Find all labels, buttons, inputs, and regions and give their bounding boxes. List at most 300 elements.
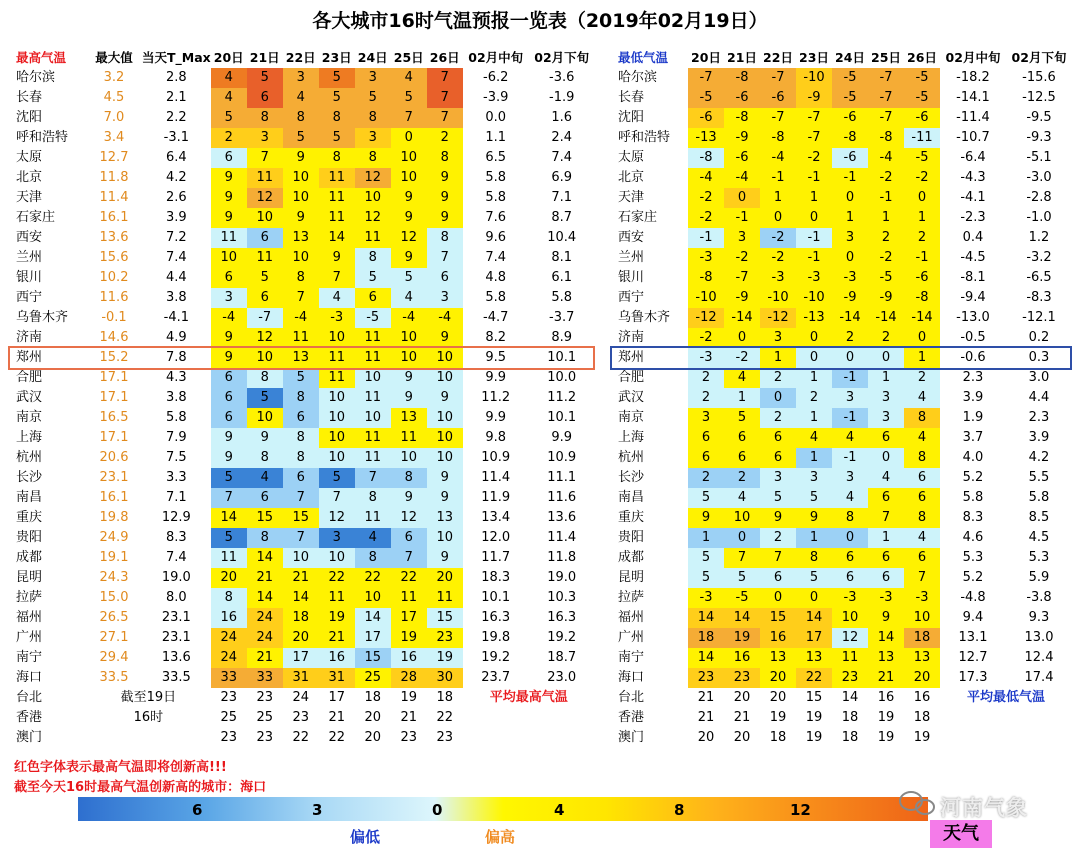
forecast-cell: 3 bbox=[319, 528, 355, 548]
mid-feb-avg: 9.6 bbox=[485, 230, 507, 245]
forecast-cell: 5 bbox=[391, 88, 427, 108]
city-name: 海口 bbox=[618, 670, 645, 685]
forecast-cell: -3 bbox=[868, 588, 904, 608]
forecast-cell: 12 bbox=[247, 188, 283, 208]
forecast-cell: 2 bbox=[211, 128, 247, 148]
forecast-cell: 6 bbox=[211, 148, 247, 168]
city-name: 北京 bbox=[16, 170, 43, 185]
forecast-cell: -7 bbox=[868, 108, 904, 128]
forecast-cell: 3 bbox=[760, 328, 796, 348]
forecast-cell: 10 bbox=[247, 408, 283, 428]
city-name: 拉萨 bbox=[618, 590, 645, 605]
forecast-cell: 28 bbox=[391, 668, 427, 688]
forecast-cell: -6 bbox=[724, 148, 760, 168]
mid-feb-avg: 17.3 bbox=[958, 670, 988, 685]
forecast-cell: 11 bbox=[247, 168, 283, 188]
forecast-cell: 11 bbox=[355, 508, 391, 528]
forecast-cell: 5 bbox=[247, 388, 283, 408]
forecast-cell: 11 bbox=[283, 328, 319, 348]
forecast-cell: -10 bbox=[688, 288, 724, 308]
forecast-cell: 22 bbox=[391, 568, 427, 588]
forecast-cell: 1 bbox=[688, 528, 724, 548]
forecast-cell: -1 bbox=[832, 408, 868, 428]
forecast-cell: 8 bbox=[355, 148, 391, 168]
min-header-cell: 20日 bbox=[691, 50, 721, 65]
forecast-cell: 19 bbox=[427, 648, 463, 668]
forecast-cell: 0 bbox=[760, 388, 796, 408]
city-name: 长沙 bbox=[16, 470, 43, 485]
today-max: 5.8 bbox=[166, 410, 187, 425]
forecast-cell: 8 bbox=[904, 408, 940, 428]
mid-feb-avg: 23.7 bbox=[481, 670, 511, 685]
late-feb-avg: 5.5 bbox=[1028, 470, 1050, 485]
forecast-cell: 7 bbox=[283, 488, 319, 508]
today-max: 23.1 bbox=[161, 630, 191, 645]
forecast-cell: 11 bbox=[319, 188, 355, 208]
forecast-cell: -8 bbox=[832, 128, 868, 148]
forecast-cell: 20 bbox=[364, 730, 381, 745]
forecast-cell: 23 bbox=[832, 668, 868, 688]
avg-min-label: 平均最低气温 bbox=[966, 690, 1045, 705]
max-header-cell: 25日 bbox=[393, 50, 424, 65]
city-name: 南宁 bbox=[618, 650, 645, 665]
historic-max: 17.1 bbox=[99, 430, 129, 445]
forecast-cell: 11 bbox=[211, 548, 247, 568]
city-name: 哈尔滨 bbox=[16, 70, 56, 85]
forecast-cell: 2 bbox=[724, 468, 760, 488]
max-row bbox=[14, 288, 595, 308]
forecast-cell: 8 bbox=[247, 368, 283, 388]
historic-max: 15.2 bbox=[99, 350, 129, 365]
late-feb-avg: 8.9 bbox=[551, 330, 573, 345]
mid-feb-avg: -0.5 bbox=[960, 330, 986, 345]
today-max: 2.6 bbox=[166, 190, 187, 205]
forecast-cell: 5 bbox=[688, 548, 724, 568]
forecast-cell: -14 bbox=[904, 308, 940, 328]
max-row bbox=[14, 608, 595, 628]
forecast-cell: -5 bbox=[868, 268, 904, 288]
late-feb-avg: -2.8 bbox=[1026, 190, 1052, 205]
city-name: 长春 bbox=[16, 90, 43, 105]
forecast-cell: 0 bbox=[796, 208, 832, 228]
forecast-cell: 12 bbox=[319, 508, 355, 528]
mid-feb-avg: 8.2 bbox=[485, 330, 507, 345]
mid-feb-avg: 11.7 bbox=[481, 550, 511, 565]
forecast-cell: 1 bbox=[724, 388, 760, 408]
forecast-cell: 6 bbox=[868, 488, 904, 508]
forecast-cell: 8 bbox=[319, 108, 355, 128]
forecast-cell: -1 bbox=[796, 248, 832, 268]
forecast-cell: 6 bbox=[247, 488, 283, 508]
city-name: 昆明 bbox=[618, 570, 645, 585]
forecast-cell: 10 bbox=[283, 188, 319, 208]
city-name: 沈阳 bbox=[618, 110, 645, 125]
forecast-cell: 9 bbox=[283, 208, 319, 228]
forecast-cell: 8 bbox=[355, 548, 391, 568]
late-feb-avg: 5.3 bbox=[1028, 550, 1050, 565]
min-row bbox=[616, 408, 1072, 428]
min-row bbox=[616, 288, 1072, 308]
forecast-cell: 9 bbox=[211, 428, 247, 448]
forecast-cell: 10 bbox=[427, 528, 463, 548]
historic-max: 16.5 bbox=[99, 410, 129, 425]
forecast-cell: 10 bbox=[904, 608, 940, 628]
max-header-cell: 26日 bbox=[429, 50, 460, 65]
city-name: 香港 bbox=[16, 710, 43, 725]
forecast-cell: 18 bbox=[364, 690, 381, 705]
city-name: 南昌 bbox=[16, 490, 43, 505]
forecast-cell: 9 bbox=[427, 328, 463, 348]
forecast-cell: 20 bbox=[769, 690, 787, 705]
forecast-cell: 11 bbox=[355, 428, 391, 448]
max-row bbox=[14, 668, 595, 688]
forecast-cell: 11 bbox=[355, 388, 391, 408]
mid-feb-avg: -10.7 bbox=[956, 130, 990, 145]
forecast-cell: 22 bbox=[328, 730, 345, 745]
forecast-cell: 5 bbox=[688, 488, 724, 508]
forecast-cell: -1 bbox=[832, 368, 868, 388]
city-name: 成都 bbox=[618, 550, 645, 565]
forecast-cell: 4 bbox=[904, 528, 940, 548]
forecast-cell: 6 bbox=[832, 568, 868, 588]
city-name: 郑州 bbox=[16, 350, 43, 365]
today-max: 7.9 bbox=[166, 430, 187, 445]
forecast-cell: 8 bbox=[283, 388, 319, 408]
city-name: 拉萨 bbox=[16, 590, 43, 605]
forecast-cell: 10 bbox=[319, 448, 355, 468]
forecast-cell: 21 bbox=[283, 568, 319, 588]
forecast-cell: 17 bbox=[283, 648, 319, 668]
forecast-cell: 8 bbox=[391, 468, 427, 488]
forecast-cell: 10 bbox=[391, 448, 427, 468]
mid-feb-avg: 13.4 bbox=[481, 510, 511, 525]
forecast-cell: 31 bbox=[319, 668, 355, 688]
forecast-cell: 14 bbox=[355, 608, 391, 628]
forecast-cell: 6 bbox=[760, 448, 796, 468]
forecast-cell: 2 bbox=[688, 368, 724, 388]
mid-feb-avg: -3.9 bbox=[483, 90, 509, 105]
historic-max: 12.7 bbox=[99, 150, 129, 165]
forecast-cell: 31 bbox=[283, 668, 319, 688]
max-extra-row bbox=[14, 708, 595, 728]
late-feb-avg: -12.5 bbox=[1022, 90, 1056, 105]
min-header-cell: 22日 bbox=[763, 50, 793, 65]
mid-feb-avg: 7.6 bbox=[485, 210, 507, 225]
historic-max: 20.6 bbox=[99, 450, 129, 465]
city-name: 呼和浩特 bbox=[16, 130, 69, 145]
mid-feb-avg: 9.4 bbox=[962, 610, 984, 625]
forecast-cell: 5 bbox=[283, 128, 319, 148]
mid-feb-avg: -6.2 bbox=[483, 70, 509, 85]
forecast-cell: 18 bbox=[841, 710, 859, 725]
forecast-cell: 20 bbox=[697, 730, 715, 745]
forecast-cell: 21 bbox=[400, 710, 417, 725]
forecast-cell: 10 bbox=[247, 348, 283, 368]
max-row bbox=[14, 388, 595, 408]
forecast-cell: -9 bbox=[724, 128, 760, 148]
min-row bbox=[616, 388, 1072, 408]
historic-max: 19.8 bbox=[99, 510, 129, 525]
forecast-cell: -4 bbox=[868, 148, 904, 168]
mid-feb-avg: 0.4 bbox=[962, 230, 984, 245]
forecast-cell: 6 bbox=[211, 408, 247, 428]
forecast-cell: 5 bbox=[211, 468, 247, 488]
max-extra-row bbox=[14, 688, 595, 708]
max-row bbox=[14, 68, 595, 88]
forecast-cell: 17 bbox=[328, 690, 345, 705]
today-max: 3.9 bbox=[166, 210, 187, 225]
forecast-cell: -5 bbox=[688, 88, 724, 108]
forecast-cell: 6 bbox=[832, 548, 868, 568]
mid-feb-avg: 7.4 bbox=[485, 250, 507, 265]
scale-tick-3: 3 bbox=[312, 801, 323, 819]
forecast-cell: 3 bbox=[283, 68, 319, 88]
mid-feb-avg: -18.2 bbox=[956, 70, 990, 85]
forecast-cell: 13 bbox=[868, 648, 904, 668]
forecast-cell: 8 bbox=[283, 108, 319, 128]
forecast-cell: -3 bbox=[688, 248, 724, 268]
forecast-cell: 10 bbox=[355, 408, 391, 428]
forecast-cell: 9 bbox=[688, 508, 724, 528]
mid-feb-avg: 11.2 bbox=[481, 390, 511, 405]
forecast-cell: -4 bbox=[724, 168, 760, 188]
max-row bbox=[14, 208, 595, 228]
late-feb-avg: 16.3 bbox=[547, 610, 577, 625]
forecast-cell: 6 bbox=[427, 268, 463, 288]
forecast-cell: 5 bbox=[319, 68, 355, 88]
historic-max: 3.4 bbox=[103, 130, 125, 145]
mid-feb-avg: 16.3 bbox=[481, 610, 511, 625]
late-feb-avg: 11.8 bbox=[547, 550, 577, 565]
scale-tick-0: 0 bbox=[432, 801, 443, 819]
forecast-cell: 11 bbox=[832, 648, 868, 668]
forecast-cell: 11 bbox=[319, 208, 355, 228]
forecast-cell: -5 bbox=[832, 88, 868, 108]
late-feb-avg: 19.0 bbox=[547, 570, 577, 585]
forecast-cell: 10 bbox=[283, 548, 319, 568]
late-feb-avg: -3.8 bbox=[1026, 590, 1052, 605]
forecast-cell: 8 bbox=[355, 108, 391, 128]
min-header-cell: 26日 bbox=[907, 50, 937, 65]
forecast-cell: 20 bbox=[733, 690, 751, 705]
city-name: 西宁 bbox=[618, 290, 645, 305]
min-row bbox=[616, 108, 1072, 128]
historic-max: 17.1 bbox=[99, 390, 129, 405]
forecast-cell: 7 bbox=[427, 68, 463, 88]
forecast-cell: 11 bbox=[391, 588, 427, 608]
avg-max-label bbox=[463, 728, 595, 748]
forecast-cell: 4 bbox=[283, 88, 319, 108]
late-feb-avg: 2.4 bbox=[551, 130, 573, 145]
forecast-cell: -7 bbox=[868, 68, 904, 88]
forecast-cell: -8 bbox=[724, 108, 760, 128]
mid-feb-avg: -4.7 bbox=[483, 310, 509, 325]
forecast-cell: 10 bbox=[355, 188, 391, 208]
forecast-cell: 6 bbox=[283, 408, 319, 428]
historic-max: 11.4 bbox=[99, 190, 129, 205]
forecast-cell: 20 bbox=[283, 628, 319, 648]
forecast-cell: -12 bbox=[688, 308, 724, 328]
forecast-cell: 7 bbox=[283, 288, 319, 308]
forecast-cell: 7 bbox=[247, 148, 283, 168]
forecast-cell: -3 bbox=[688, 588, 724, 608]
late-feb-avg: 7.1 bbox=[551, 190, 573, 205]
historic-max: 15.6 bbox=[99, 250, 129, 265]
max-header-cell: 02月下旬 bbox=[534, 50, 590, 65]
forecast-cell: -2 bbox=[724, 248, 760, 268]
city-name: 澳门 bbox=[618, 730, 645, 745]
forecast-cell: 19 bbox=[769, 710, 787, 725]
forecast-cell: -2 bbox=[724, 348, 760, 368]
min-header-cell: 02月中旬 bbox=[945, 50, 1001, 65]
min-row bbox=[616, 588, 1072, 608]
max-row bbox=[14, 408, 595, 428]
cutoff-note bbox=[86, 728, 211, 748]
forecast-cell: 6 bbox=[247, 288, 283, 308]
forecast-cell: 6 bbox=[355, 288, 391, 308]
forecast-cell: 0 bbox=[391, 128, 427, 148]
forecast-cell: 10 bbox=[391, 168, 427, 188]
brand-tag: 天气 bbox=[930, 820, 992, 848]
forecast-cell: 3 bbox=[427, 288, 463, 308]
today-max: 7.1 bbox=[166, 490, 187, 505]
city-name: 台北 bbox=[16, 690, 43, 705]
city-name: 杭州 bbox=[16, 450, 43, 465]
forecast-cell: 13 bbox=[283, 228, 319, 248]
forecast-cell: 4 bbox=[247, 468, 283, 488]
forecast-cell: 20 bbox=[211, 568, 247, 588]
forecast-cell: -7 bbox=[247, 308, 283, 328]
forecast-cell: 8 bbox=[319, 148, 355, 168]
forecast-cell: 10 bbox=[319, 428, 355, 448]
forecast-cell: 0 bbox=[796, 328, 832, 348]
max-row bbox=[14, 148, 595, 168]
city-name: 南昌 bbox=[618, 490, 645, 505]
forecast-cell: 15 bbox=[283, 508, 319, 528]
late-feb-avg: -1.0 bbox=[1026, 210, 1052, 225]
forecast-cell: -8 bbox=[688, 268, 724, 288]
forecast-cell: 1 bbox=[796, 448, 832, 468]
max-header-cell: 最高气温 bbox=[16, 50, 67, 65]
forecast-cell: 9 bbox=[427, 168, 463, 188]
forecast-cell: -7 bbox=[760, 68, 796, 88]
forecast-cell: 1 bbox=[868, 208, 904, 228]
forecast-cell: 22 bbox=[319, 568, 355, 588]
city-name: 呼和浩特 bbox=[618, 130, 671, 145]
min-row bbox=[616, 468, 1072, 488]
late-feb-avg: -1.9 bbox=[549, 90, 575, 105]
forecast-cell: -2 bbox=[688, 188, 724, 208]
city-name: 银川 bbox=[618, 270, 645, 285]
forecast-cell: 18 bbox=[688, 628, 724, 648]
late-feb-avg: 8.1 bbox=[551, 250, 573, 265]
max-header-cell: 23日 bbox=[321, 50, 352, 65]
forecast-cell: -2 bbox=[796, 148, 832, 168]
forecast-cell: 22 bbox=[436, 710, 453, 725]
forecast-cell: 11 bbox=[247, 248, 283, 268]
forecast-cell: 21 bbox=[247, 648, 283, 668]
forecast-cell: -13 bbox=[688, 128, 724, 148]
forecast-cell: 5 bbox=[391, 268, 427, 288]
forecast-cell: 2 bbox=[868, 328, 904, 348]
forecast-cell: 5 bbox=[319, 468, 355, 488]
max-row bbox=[14, 508, 595, 528]
forecast-cell: 11 bbox=[427, 588, 463, 608]
late-feb-avg: 23.0 bbox=[547, 670, 577, 685]
min-header-cell: 21日 bbox=[727, 50, 757, 65]
min-header-row bbox=[616, 48, 1072, 68]
forecast-cell: -4 bbox=[427, 308, 463, 328]
mid-feb-avg: 5.2 bbox=[962, 470, 984, 485]
forecast-cell: 2 bbox=[796, 388, 832, 408]
forecast-cell: 1 bbox=[904, 348, 940, 368]
historic-max: 15.0 bbox=[99, 590, 129, 605]
forecast-cell: 6 bbox=[868, 428, 904, 448]
forecast-cell: -1 bbox=[832, 168, 868, 188]
city-name: 福州 bbox=[618, 610, 645, 625]
forecast-cell: 14 bbox=[283, 588, 319, 608]
late-feb-avg: 2.3 bbox=[1028, 410, 1050, 425]
forecast-cell: 8 bbox=[355, 488, 391, 508]
min-extra-row bbox=[616, 688, 1072, 708]
max-row bbox=[14, 268, 595, 288]
city-name: 乌鲁木齐 bbox=[618, 310, 671, 325]
forecast-cell: 9 bbox=[211, 208, 247, 228]
forecast-cell: 11 bbox=[319, 368, 355, 388]
forecast-cell: 24 bbox=[292, 690, 309, 705]
forecast-cell: 11 bbox=[319, 348, 355, 368]
city-name: 海口 bbox=[16, 670, 43, 685]
late-feb-avg: -3.7 bbox=[549, 310, 575, 325]
forecast-cell: 7 bbox=[391, 548, 427, 568]
forecast-cell: -3 bbox=[832, 588, 868, 608]
forecast-cell: 8 bbox=[904, 448, 940, 468]
max-extra-row bbox=[14, 728, 595, 748]
late-feb-avg: 5.9 bbox=[1028, 570, 1050, 585]
forecast-cell: 15 bbox=[355, 648, 391, 668]
city-name: 重庆 bbox=[618, 510, 645, 525]
forecast-cell: 0 bbox=[832, 248, 868, 268]
city-name: 合肥 bbox=[16, 370, 43, 385]
historic-max: 3.2 bbox=[103, 70, 125, 85]
forecast-cell: 9 bbox=[247, 428, 283, 448]
forecast-cell: 9 bbox=[796, 508, 832, 528]
forecast-cell: 9 bbox=[391, 368, 427, 388]
historic-max: 23.1 bbox=[99, 470, 129, 485]
mid-feb-avg: 4.8 bbox=[485, 270, 507, 285]
forecast-cell: -9 bbox=[868, 288, 904, 308]
min-row bbox=[616, 668, 1072, 688]
forecast-cell: 4 bbox=[868, 468, 904, 488]
forecast-cell: 4 bbox=[319, 288, 355, 308]
mid-feb-avg: 5.8 bbox=[485, 290, 507, 305]
max-row bbox=[14, 308, 595, 328]
max-header-cell: 02月中旬 bbox=[468, 50, 524, 65]
late-feb-avg: 19.2 bbox=[547, 630, 577, 645]
historic-max: 24.9 bbox=[99, 530, 129, 545]
historic-max: 11.6 bbox=[99, 290, 129, 305]
forecast-cell: -7 bbox=[688, 68, 724, 88]
historic-max: 19.1 bbox=[99, 550, 129, 565]
max-row bbox=[14, 588, 595, 608]
forecast-cell: 9 bbox=[391, 488, 427, 508]
forecast-cell: 6 bbox=[211, 268, 247, 288]
cutoff-note: 截至19日 bbox=[120, 690, 177, 705]
forecast-cell: 4 bbox=[391, 68, 427, 88]
mid-feb-avg: 19.8 bbox=[481, 630, 511, 645]
forecast-cell: 10 bbox=[427, 448, 463, 468]
forecast-cell: 1 bbox=[796, 188, 832, 208]
